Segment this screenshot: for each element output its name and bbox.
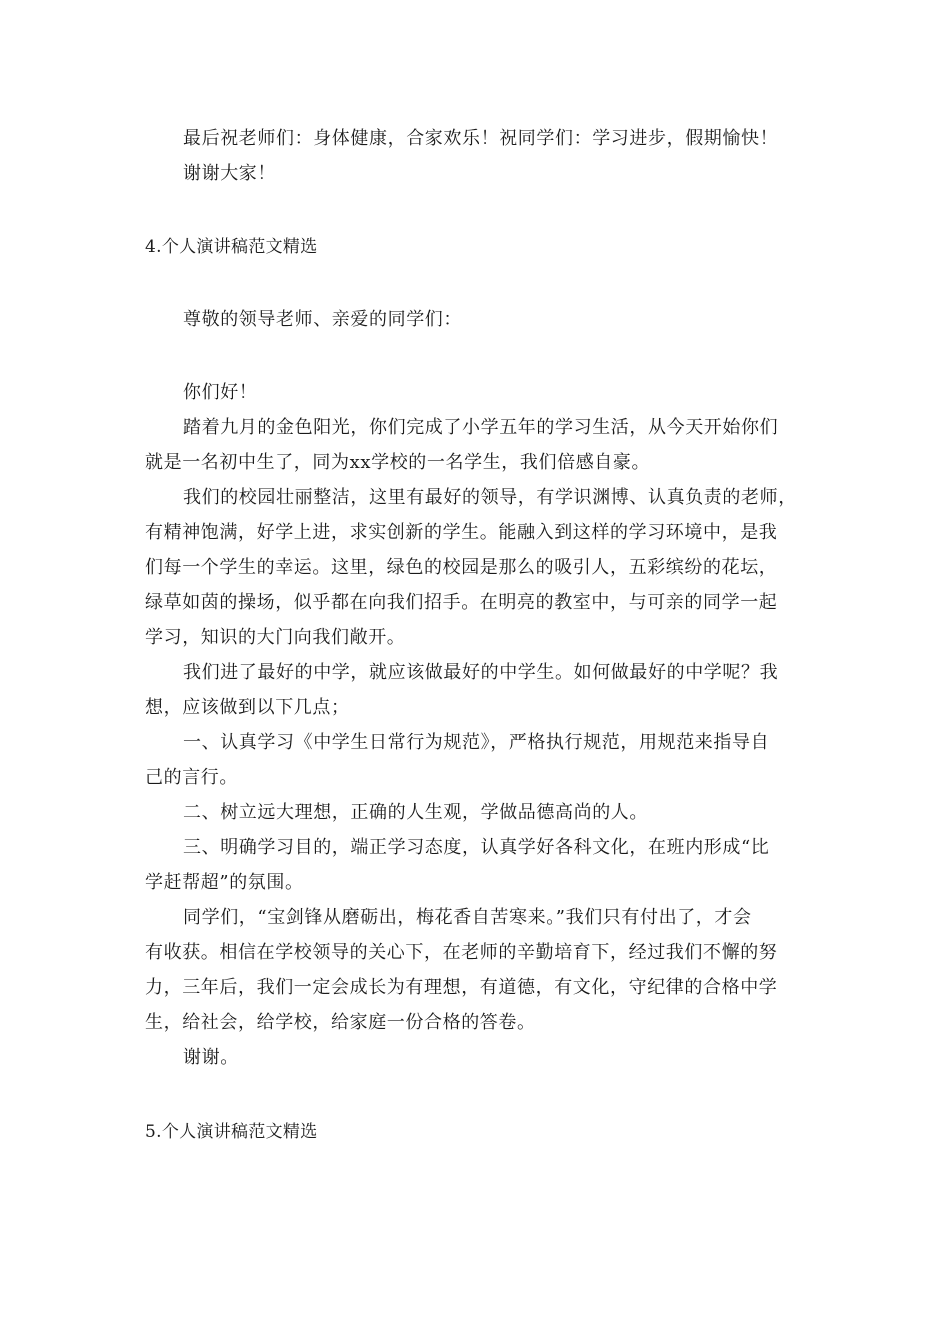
paragraph-line: 想，应该做到以下几点； bbox=[145, 697, 350, 718]
greeting: 你们好！ bbox=[183, 382, 258, 403]
paragraph-line: 有精神饱满，好学上进，求实创新的学生。能融入到这样的学习环境中，是我 bbox=[145, 522, 778, 543]
paragraph-line: 我们的校园壮丽整洁，这里有最好的领导，有学识渊博、认真负责的老师， bbox=[183, 487, 797, 508]
paragraph-line: 们每一个学生的幸运。这里，绿色的校园是那么的吸引人，五彩缤纷的花坛， bbox=[145, 557, 778, 578]
point-three: 三、明确学习目的，端正学习态度，认真学好各科文化，在班内形成“比 bbox=[183, 837, 770, 858]
paragraph-line: 力，三年后，我们一定会成长为有理想，有道德，有文化，守纪律的合格中学 bbox=[145, 977, 778, 998]
closing-thanks: 谢谢大家！ bbox=[183, 163, 276, 184]
section-heading-5: 5.个人演讲稿范文精选 bbox=[145, 1122, 318, 1142]
point-two: 二、树立远大理想，正确的人生观，学做品德高尚的人。 bbox=[183, 802, 648, 823]
paragraph-line: 学习，知识的大门向我们敞开。 bbox=[145, 627, 406, 648]
closing-wishes: 最后祝老师们：身体健康，合家欢乐！祝同学们：学习进步，假期愉快！ bbox=[183, 128, 779, 149]
point-one: 一、认真学习《中学生日常行为规范》，严格执行规范，用规范来指导自 bbox=[183, 732, 770, 753]
paragraph-line: 就是一名初中生了，同为xx学校的一名学生，我们倍感自豪。 bbox=[145, 452, 651, 473]
paragraph-line: 生，给社会，给学校，给家庭一份合格的答卷。 bbox=[145, 1012, 536, 1033]
paragraph-line: 同学们，“宝剑锋从磨砺出，梅花香自苦寒来。”我们只有付出了，才会 bbox=[183, 907, 752, 928]
paragraph-line: 有收获。相信在学校领导的关心下，在老师的辛勤培育下，经过我们不懈的努 bbox=[145, 942, 778, 963]
paragraph-line: 踏着九月的金色阳光，你们完成了小学五年的学习生活，从今天开始你们 bbox=[183, 417, 779, 438]
section-heading-4: 4.个人演讲稿范文精选 bbox=[145, 237, 318, 257]
salutation: 尊敬的领导老师、亲爱的同学们： bbox=[183, 309, 462, 330]
point-three-cont: 学赶帮超”的氛围。 bbox=[145, 872, 304, 893]
paragraph-line: 绿草如茵的操场，似乎都在向我们招手。在明亮的教室中，与可亲的同学一起 bbox=[145, 592, 778, 613]
speech-thanks: 谢谢。 bbox=[183, 1047, 239, 1068]
paragraph-line: 我们进了最好的中学，就应该做最好的中学生。如何做最好的中学呢？我 bbox=[183, 662, 779, 683]
point-one-cont: 己的言行。 bbox=[145, 767, 238, 788]
